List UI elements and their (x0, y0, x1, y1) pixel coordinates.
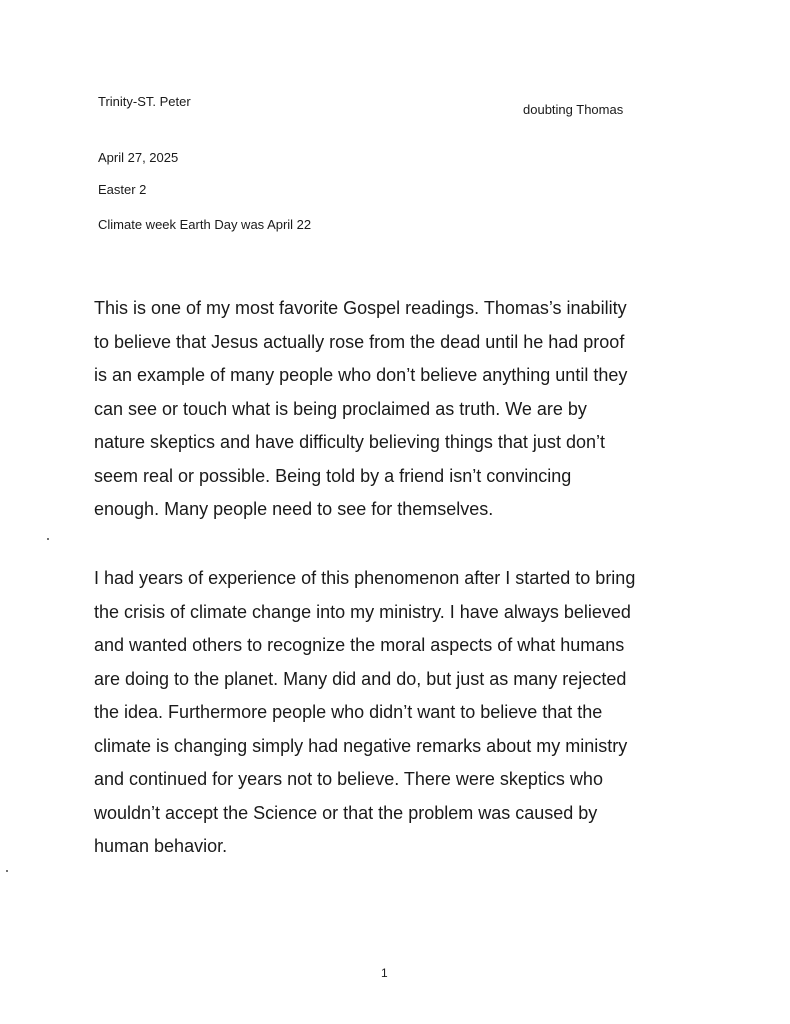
paragraph-line: I had years of experience of this phenomenon after I started to bring (94, 568, 636, 588)
sermon-title: doubting Thomas (523, 102, 624, 117)
sermon-date: April 27, 2025 (98, 150, 179, 165)
body-paragraph-2 (94, 562, 694, 864)
paragraph-line: and wanted others to recognize the moral aspects of what humans (94, 635, 625, 655)
paragraph-line: to believe that Jesus actually rose from the dead until he had proof (94, 331, 625, 352)
paragraph-line: human behavior. (94, 836, 228, 856)
liturgical-sunday: Easter 2 (98, 182, 147, 197)
body-paragraph-1 (94, 292, 694, 527)
paragraph-line: enough. Many people need to see for themselves. (94, 499, 494, 519)
paragraph-line: nature skeptics and have difficulty believing things that just don’t (94, 432, 605, 452)
paragraph-line: This is one of my most favorite Gospel readings. Thomas’s inability (94, 298, 627, 318)
paragraph-line: is an example of many people who don’t believe anything until they (94, 365, 628, 385)
paragraph-line: climate is changing simply had negative remarks about my ministry (94, 735, 628, 756)
paragraph-line: the idea. Furthermore people who didn’t want to believe that the (94, 702, 603, 722)
paragraph-line: seem real or possible. Being told by a friend isn’t convincing (94, 465, 572, 486)
parish-name: Trinity-ST. Peter (98, 94, 191, 109)
scan-speck (47, 538, 49, 540)
occasion-note: Climate week Earth Day was April 22 (98, 217, 312, 232)
paragraph-line: and continued for years not to believe. There were skeptics who (94, 769, 603, 789)
paragraph-line: are doing to the planet. Many did and do, but just as many rejected (94, 668, 627, 689)
paragraph-line: the crisis of climate change into my ministry. I have always believed (94, 601, 631, 622)
paragraph-line: can see or touch what is being proclaimed as truth. We are by (94, 398, 587, 419)
paragraph-line: wouldn’t accept the Science or that the problem was caused by (94, 802, 598, 823)
page-number: 1 (381, 966, 388, 980)
scan-speck (6, 870, 8, 872)
